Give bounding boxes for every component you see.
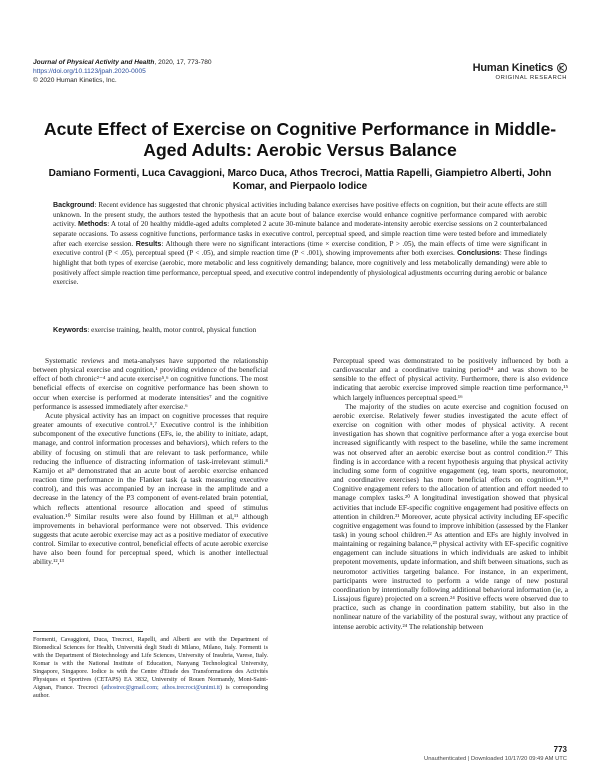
journal-name: Journal of Physical Activity and Health (33, 59, 155, 66)
article-title: Acute Effect of Exercise on Cognitive Performance in Middle-Aged Adults: Aerobic Versus Balance (43, 119, 557, 160)
background-text: : Recent evidence has suggested that chronic physical activities including balance exercises have positive effects on cognition, but their acute effects are still unknown. In the present study, the authors tested the hypothesis that an acute bout of balance exercise would enhance cognitive performance compared with aerobic activity. (53, 201, 547, 229)
paragraph: The majority of the studies on acute exercise and cognition focused on aerobic exercise. Relatively fewer studies investigated the acute effect of exercise on cognition with other modes of physical activity. A recent investigation has shown that cognitive performance after a yoga exercise bout increased significantly with respect to the baseline, while the same increment was not observed after an aerobic exercise bout as control condition.¹⁷ This finding is in accordance with a recent hypothesis arguing that physical activity including some form of cognitive engagement (eg, team sports, neuromotor, and coordinative exercises) has more beneficial effects on cognition.¹⁸,¹⁹ Cognitive engagement refers to the allocation of attention and effort needed to manage complex tasks.²⁰ A longitudinal investigation showed that physical activities that include EF-specific cognitive engagement had positive effects on attention in children.²¹ Moreover, acute physical activity including EF-specific cognitive engagement was found to improve inhibition (assessed by the Flanker task) in young school children.²² As attention and EFs are highly involved in maintaining or regaining balance,²³ physical activity with EF-specific cognitive engagement can include situations in which individuals are asked to inhibit prepotent movements, update information, and shift between situations, such as neuromotor activities targeting balance. For instance, in an experiment, participants were instructed to perform a wide range of new postural coordination by intentionally following additional behavioral information (ie, a Lissajous figure) projected on a screen.²⁴ Positive effects were observed due to practice, such as change in coordination pattern stability, but also in the nonlinear nature of the variability of the postural sway, without any practice of intense aerobic activity.²⁴ The relationship between (333, 401, 568, 631)
background-label: Background (53, 201, 95, 209)
methods-label: Methods (78, 220, 108, 229)
paragraph: Systematic reviews and meta-analyses have supported the relationship between physical exercise and cognition,¹ providing evidence of the beneficial effect of both chronic²⁻⁴ and acute exercise⁵,⁶ on cognitive functions. The most beneficial effects of exercise on cognitive performance has been shown to occur when exercise is performed at moderate intensities⁷ and the cognitive performance is assessed immediately after exercise.⁶ (33, 356, 268, 411)
publisher-name: Human Kinetics (472, 62, 553, 74)
results-label: Results (135, 239, 162, 248)
download-stamp: Unauthenticated | Downloaded 10/17/20 09:49 AM UTC (424, 756, 567, 762)
footnote-divider (33, 631, 143, 632)
abstract (53, 201, 547, 288)
journal-header (33, 58, 212, 85)
methods-text: : A total of 20 healthy middle-aged adults completed 2 acute 30-minute balance and moderate-intensity aerobic exercise sessions on 2 counterbalanced separate occasions. To assess cognitive functions, performance tasks in executive control, perceptual speed, and simple reaction time were tested before and immediately after each exercise session. (53, 220, 547, 248)
body-column-right (333, 356, 568, 631)
conclusions-label: Conclusions (457, 249, 500, 258)
footnote-text: Formenti, Cavaggioni, Duca, Trecroci, Rapelli, and Alberti are with the Department of Biomedical Sciences for Health, Università degli Studi di Milano, Milano, Italy. Formenti is with the Department of Biotechnology and Life Sciences, University of Insubria, Varese, Italy. Komar is with the National Institute of Education, Nanyang Technological University, Singapore, Singapore. Iodice is with the Centre d'Etude des Transformations des Activités Physiques et Sportives (CETAPS) EA 3832, University of Rouen Normandy, Mont-Saint-Aignan, France. Trecroci ( (33, 637, 268, 692)
copyright: © 2020 Human Kinetics, Inc. (33, 77, 117, 84)
corresponding-email-link[interactable]: athostrec@gmail.com; athos.trecroci@unimi.it (103, 685, 220, 692)
publisher-logo-icon (557, 63, 567, 73)
keywords-text: : exercise training, health, motor control, physical function (87, 326, 257, 334)
article-type: ORIGINAL RESEARCH (495, 75, 567, 81)
results-text: : Although there were no significant interactions (time × exercise condition, P > .05), the main effects of time were significant in executive control (P < .05), perceptual speed (P < .05), and simple reaction time (P < .001), showing improvements after both exercises. (53, 239, 548, 258)
keywords-label: Keywords (53, 325, 88, 334)
paragraph: Acute physical activity has an impact on cognitive processes that require greater amounts of executive control.⁵,⁷ Executive control is the inhibition subcomponent of the executive functions (EFs, ie, the ability to initiate, adapt, manage, and control information processes and behaviors), which refers to the ability of focusing on stimuli that are relevant to task performance, while reducing the influence of distracting information of task-irrelevant stimuli.⁸ Kamijo et al⁹ demonstrated that an acute bout of aerobic exercise enhanced reaction time performance in the Flanker task (a task measuring executive control), and this was accompanied by an increase in the amplitude and a decrease in the latency of the P3 component of event-related brain potential, which reflects attentional resource allocation and speed of stimulus evaluation.¹⁰ Similar results were also found by Hillman et al,¹¹ although improvements in behavioral performance were not observed. This evidence suggests that acute aerobic exercise may act as a positive mediator of executive control. Similar to executive control, beneficial effects of acute aerobic exercise have also been found for perceptual speed, which is another intellectual ability.¹²,¹³ (33, 410, 268, 567)
page-number: 773 (553, 745, 567, 754)
body-column-left (33, 356, 268, 567)
publisher-block (473, 62, 567, 81)
journal-citation: , 2020, 17, 773-780 (154, 59, 212, 66)
affiliation-footnote (33, 636, 268, 700)
doi-link[interactable]: https://doi.org/10.1123/jpah.2020-0005 (33, 68, 146, 75)
keywords (53, 325, 547, 335)
paragraph: Perceptual speed was demonstrated to be positively influenced by both a cardiovascular and a coordinative training period¹⁴ and was shown to be sensible to the effect of physical activity. Furthermore, there is also evidence indicating that aerobic exercise improved simple reaction time performance,¹⁵ which largely influences perceptual speed.¹⁶ (333, 356, 568, 402)
author-list: Damiano Formenti, Luca Cavaggioni, Marco Duca, Athos Trecroci, Mattia Rapelli, Giampietro Alberti, John Komar, and Pierpaolo Iodice (48, 168, 552, 192)
conclusions-text: : These findings highlight that both types of exercise (aerobic, more metabolic and less cognitively demanding; balance, more cognitively and less metabolically demanding) were able to positively affect simple reaction time performance, perceptual speed, and executive control independently of physiological adjustments occurring during aerobic or balance exercise. (53, 249, 547, 287)
footnote-tail: ) is corresponding author. (33, 685, 268, 700)
